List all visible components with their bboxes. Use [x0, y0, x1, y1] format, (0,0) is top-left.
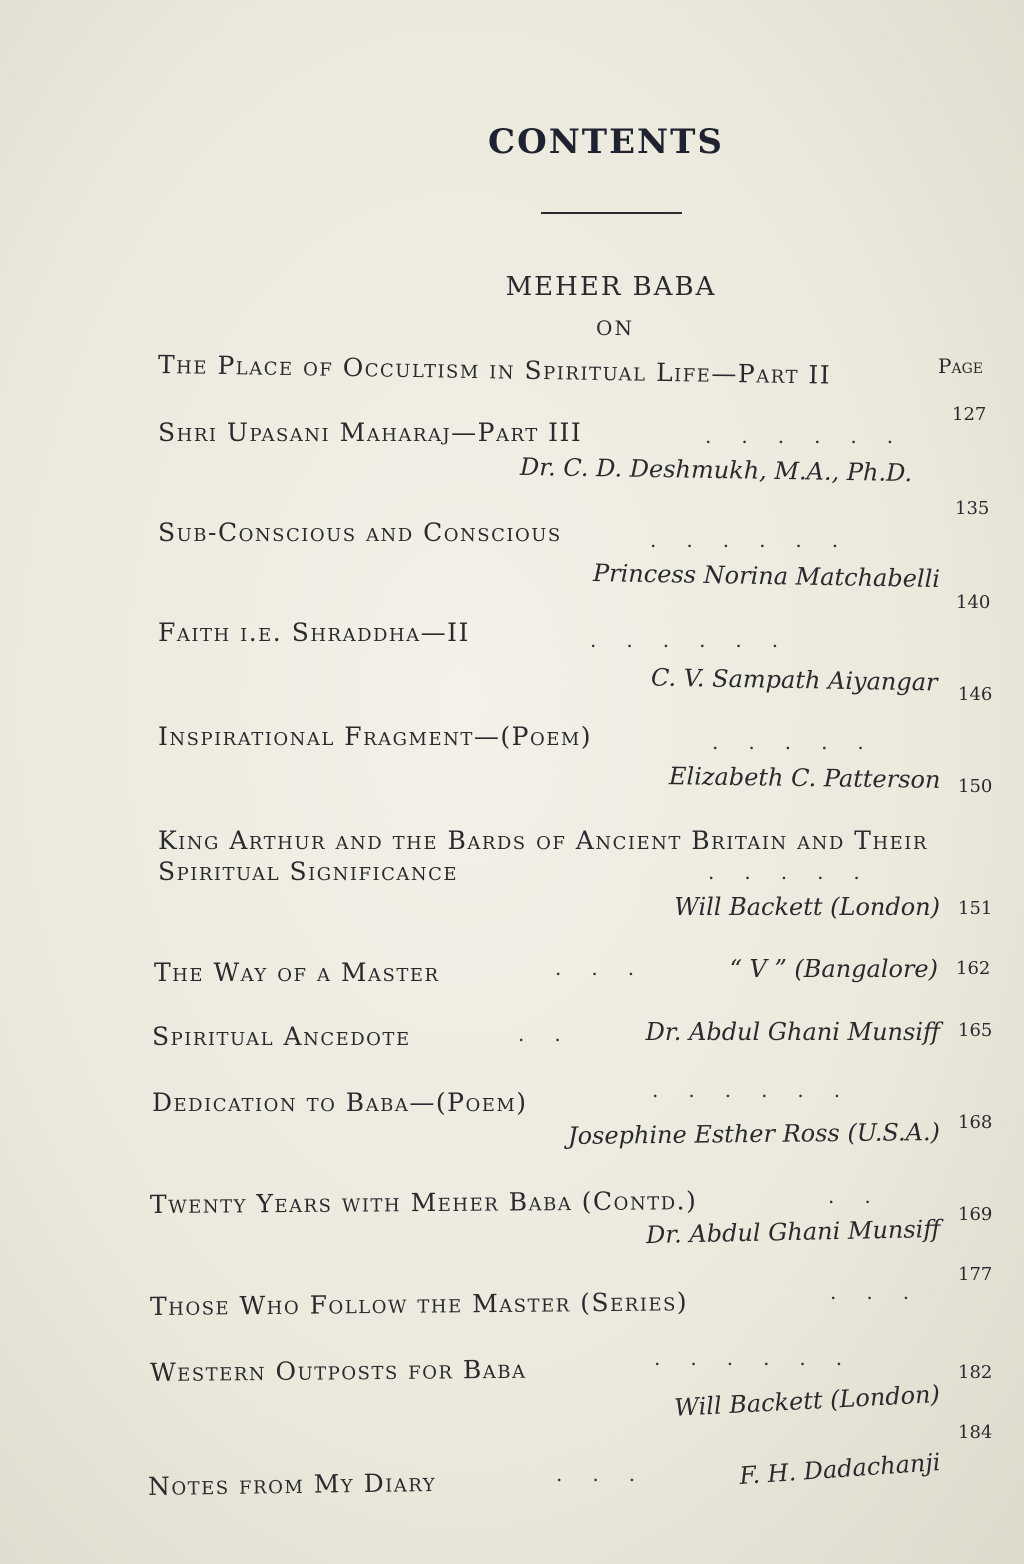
leader-dots: .. [828, 1184, 901, 1208]
toc-page-number: 151 [958, 898, 993, 919]
toc-entry-title[interactable]: Twenty Years with Meher Baba (Contd.) [149, 1186, 698, 1219]
leader-dots: ...... [590, 628, 809, 652]
toc-page-number: 140 [956, 592, 991, 613]
leader-dots: ..... [708, 860, 890, 884]
toc-entry-author: Elizabeth C. Patterson [668, 762, 941, 794]
subheading-name: MEHER BABA [505, 272, 717, 302]
toc-entry-author: Princess Norina Matchabelli [592, 558, 941, 594]
toc-page-number: 162 [956, 958, 991, 979]
leader-dots: .. [518, 1022, 591, 1046]
toc-entry-title[interactable]: Western Outposts for Baba [149, 1354, 527, 1387]
toc-entry-title[interactable]: Spiritual Ancedote [152, 1022, 411, 1051]
toc-entry-author: F. H. Dadachanji [738, 1448, 941, 1491]
toc-entry-author: Josephine Esther Ross (U.S.A.) [567, 1118, 941, 1150]
leader-dots: ... [556, 1462, 666, 1486]
page-title: CONTENTS [488, 122, 724, 162]
toc-entry-author: Dr. Abdul Ghani Munsiff [645, 1214, 941, 1250]
toc-page-number: 150 [958, 776, 993, 797]
leader-dots: ...... [650, 528, 869, 552]
toc-page-number: 135 [955, 498, 990, 519]
toc-entry-title[interactable]: Sub-Conscious and Conscious [158, 518, 562, 547]
title-divider [541, 212, 682, 214]
toc-entry-title[interactable]: The Place of Occultism in Spiritual Life—Part II [157, 350, 832, 390]
toc-entry-author: “ V ” (Bangalore) [729, 955, 938, 983]
leader-dots: ... [830, 1280, 940, 1304]
leader-dots: ..... [712, 730, 894, 754]
toc-page-number: 169 [958, 1204, 993, 1225]
toc-entry-author: Will Backett (London) [673, 1380, 941, 1422]
toc-entry-title[interactable]: Dedication to Baba—(Poem) [152, 1088, 528, 1117]
toc-page-number: 182 [958, 1362, 993, 1383]
toc-page-number: 165 [958, 1020, 993, 1041]
toc-entry-author: Dr. C. D. Deshmukh, M.A., Ph.D. [519, 452, 913, 488]
toc-entry-title[interactable]: Notes from My Diary [147, 1467, 437, 1501]
leader-dots: ...... [654, 1346, 873, 1370]
subheading-on: ON [596, 316, 634, 340]
toc-entry-title[interactable]: Shri Upasani Maharaj—Part III [158, 418, 583, 447]
page-column-label: Page [938, 354, 983, 378]
toc-entry-title[interactable]: Faith i.e. Shraddha—II [158, 618, 470, 647]
leader-dots: ... [555, 956, 665, 980]
toc-page-number: 177 [958, 1264, 993, 1285]
toc-entry-author: Dr. Abdul Ghani Munsiff [645, 1018, 940, 1046]
toc-entry-title[interactable]: Inspirational Fragment—(Poem) [158, 722, 593, 751]
toc-page-number: 127 [952, 404, 987, 425]
toc-entry-title[interactable]: Those Who Follow the Master (Series) [149, 1287, 689, 1321]
toc-page-number: 168 [958, 1112, 993, 1133]
toc-entry-author: C. V. Sampath Aiyangar [651, 663, 939, 697]
toc-page-number: 184 [958, 1422, 993, 1443]
toc-page-number: 146 [958, 684, 993, 705]
leader-dots: ...... [705, 424, 924, 448]
toc-entry-title[interactable]: King Arthur and the Bards of Ancient Britain and Their Spiritual Significance [158, 826, 928, 886]
leader-dots: ...... [652, 1078, 871, 1102]
toc-entry-author: Will Backett (London) [674, 893, 940, 921]
toc-entry-title[interactable]: The Way of a Master [154, 958, 440, 987]
